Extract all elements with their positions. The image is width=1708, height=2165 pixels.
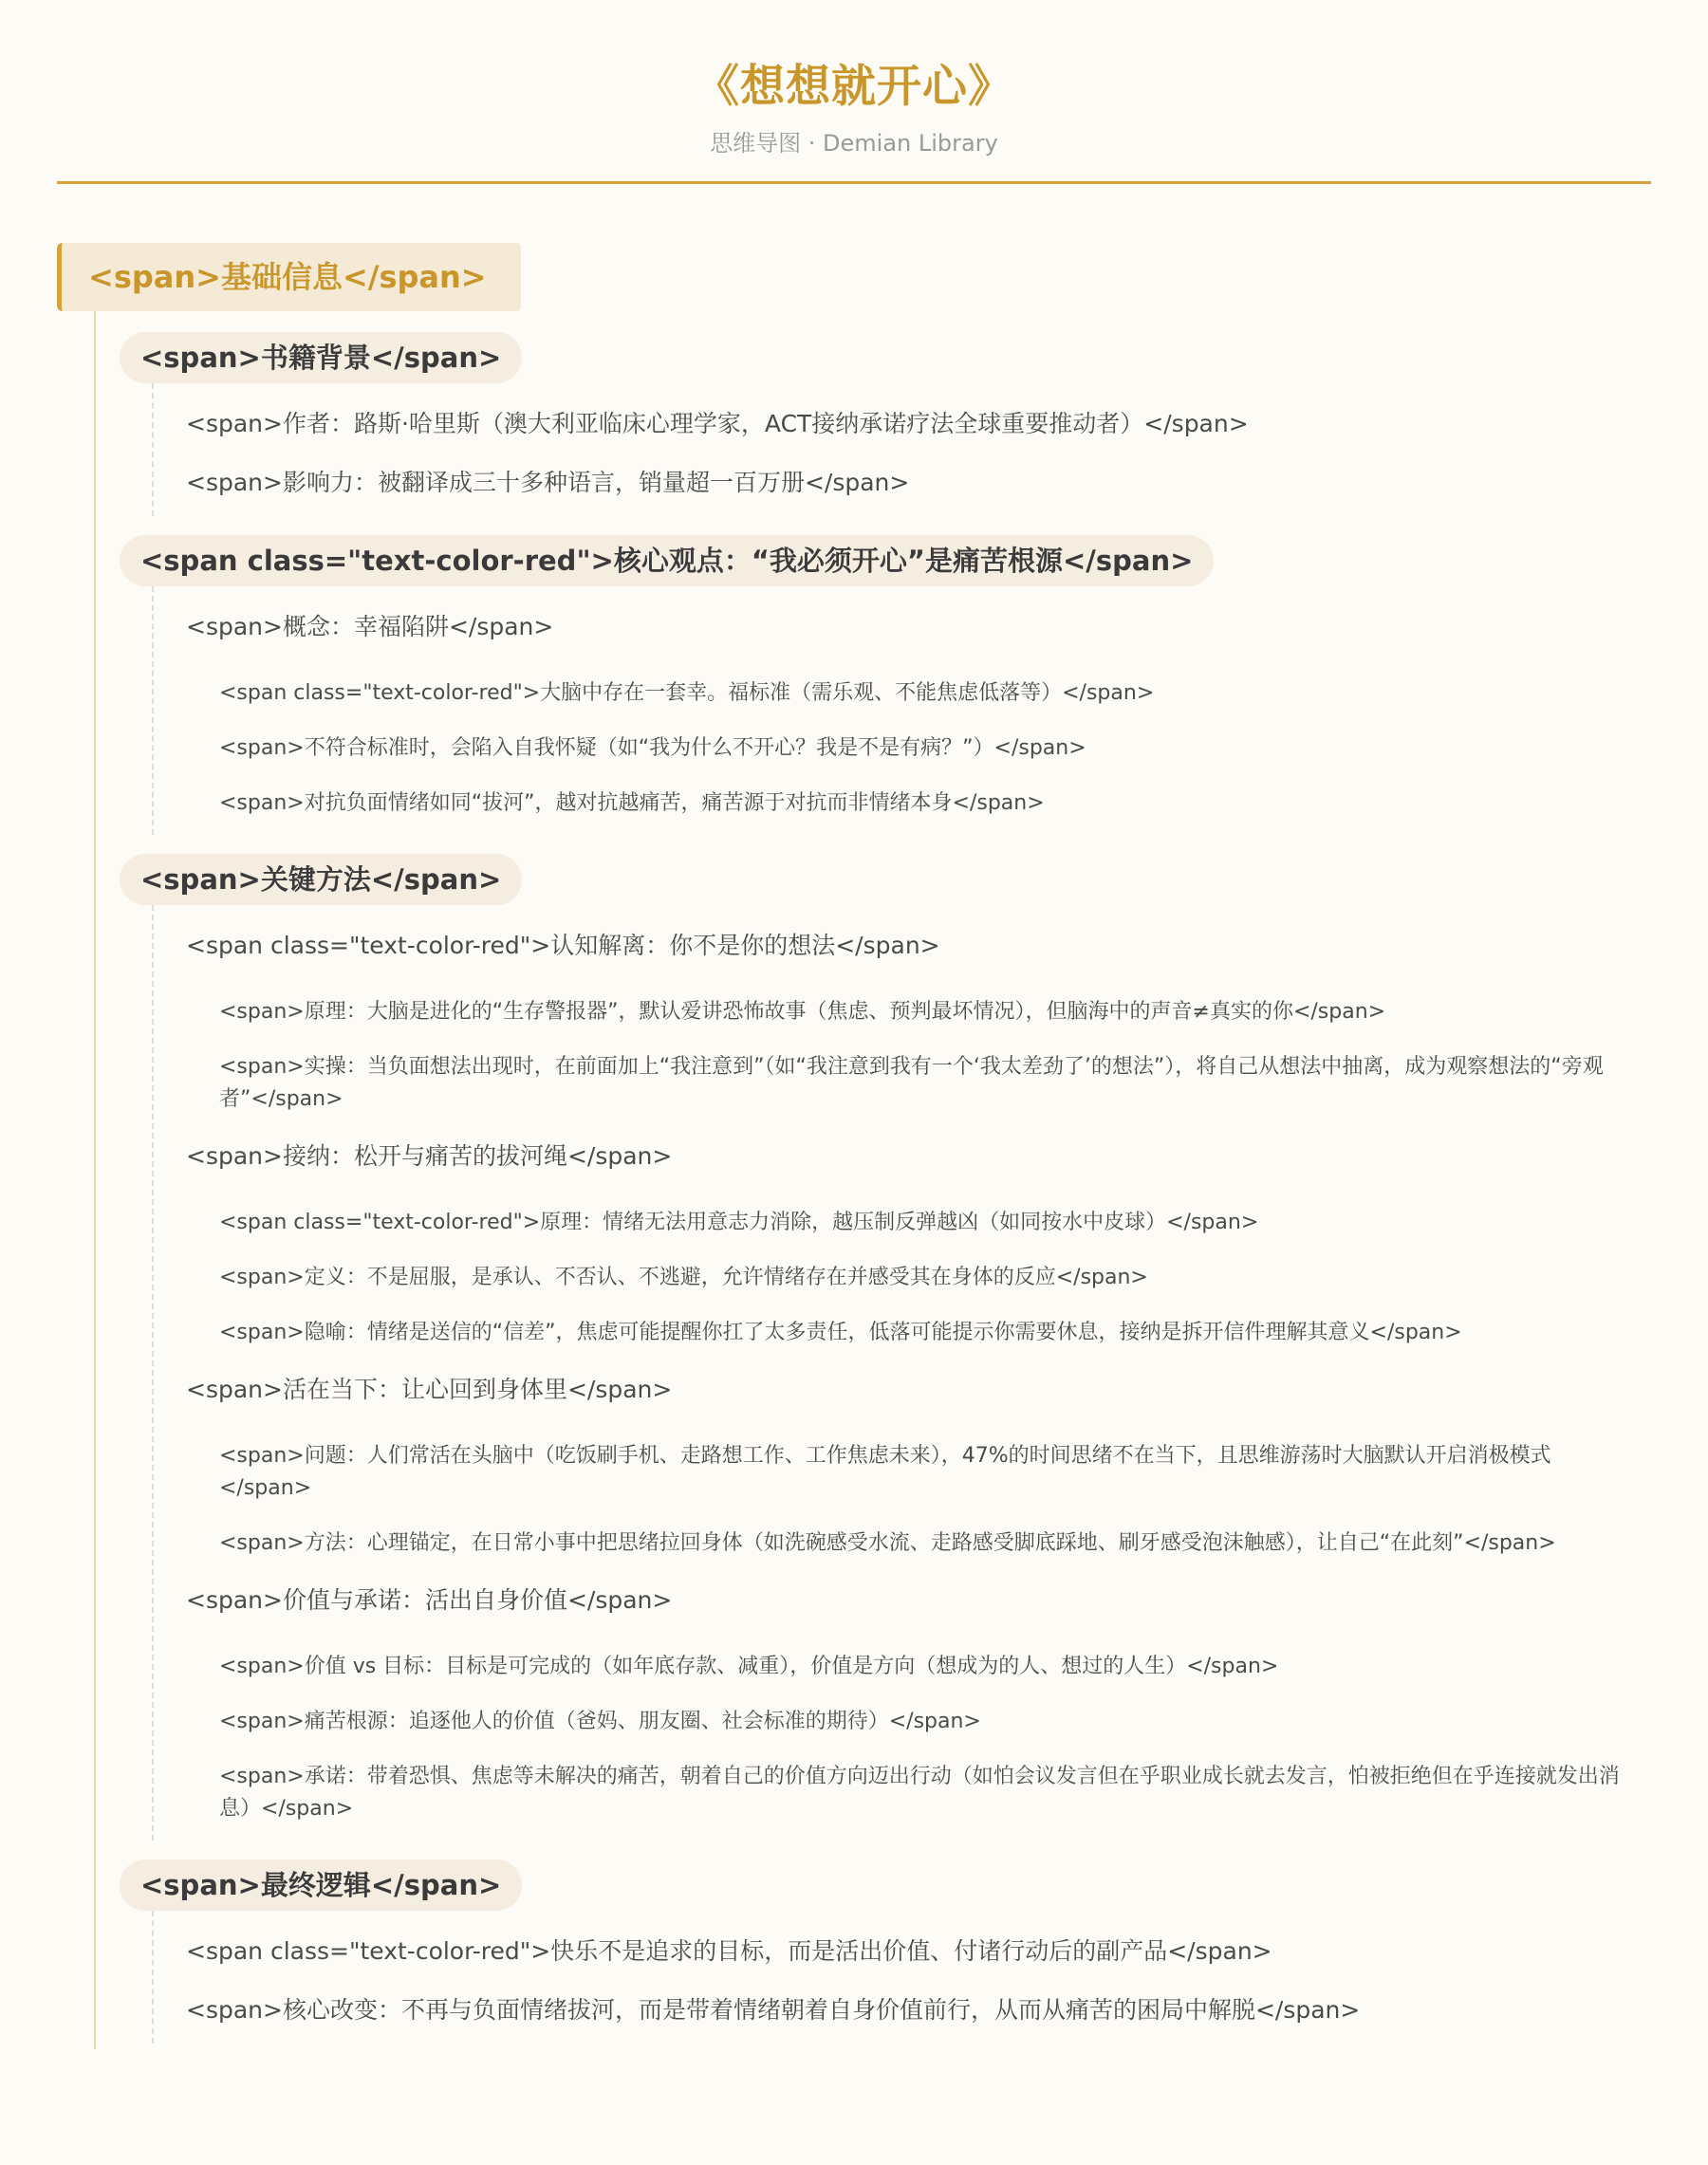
root-children [94, 311, 1651, 2049]
subtopic-list [186, 985, 1651, 1127]
mindmap-tree [57, 243, 1651, 2049]
branch-node: <span>最终逻辑</span> [120, 1860, 522, 1911]
branch-children [152, 383, 1651, 516]
branch-node: <span>关键方法</span> [120, 854, 522, 905]
page-header [0, 0, 1708, 159]
topic-node: <span>概念：幸福陷阱</span> [186, 613, 554, 640]
topic-node: <span>核心改变：不再与负面情绪拔河，而是带着情绪朝着自身价值前行，从而从痛苦的困局中解脱</span> [186, 1996, 1361, 2024]
subtopic-node: <span class="text-color-red">原理：情绪无法用意志力消除，越压制反弹越凶（如同按水中皮球）</span> [219, 1211, 1259, 1234]
topic-node: <span class="text-color-red">认知解离：你不是你的想法</span> [186, 932, 940, 959]
subtopic-list [186, 1429, 1651, 1571]
subtopic-node: <span>价值 vs 目标：目标是可完成的（如年底存款、减重），价值是方向（想成为的人、想过的人生）</span> [219, 1655, 1279, 1678]
branch-children [152, 1911, 1651, 2044]
root-node: <span>基础信息</span> [57, 243, 521, 311]
branch-children [152, 586, 1651, 835]
topic-node: <span>作者：路斯·哈里斯（澳大利亚临床心理学家，ACT接纳承诺疗法全球重要推动者）</span> [186, 410, 1249, 437]
subtopic-node: <span>承诺：带着恐惧、焦虑等未解决的痛苦，朝着自己的价值方向迈出行动（如怕会议发言但在乎职业成长就去发言，怕被拒绝但在乎连接就发出消息）</span> [219, 1765, 1620, 1821]
page-title: 《想想就开心》 [695, 61, 1013, 113]
subtopic-list [186, 1195, 1651, 1360]
topic-node: <span>接纳：松开与痛苦的拔河绳</span> [186, 1142, 673, 1170]
subtopic-node: <span>不符合标准时，会陷入自我怀疑（如“我为什么不开心？我是不是有病？”）</span> [219, 736, 1086, 760]
subtopic-node: <span>实操：当负面想法出现时，在前面加上“我注意到”（如“我注意到我有一个‘我太差劲了’的想法”），将自己从想法中抽离，成为观察想法的“旁观者”</span> [219, 1055, 1604, 1111]
subtopic-node: <span class="text-color-red">大脑中存在一套幸。福标准（需乐观、不能焦虑低落等）</span> [219, 681, 1155, 705]
topic-node: <span>价值与承诺：活出自身价值</span> [186, 1586, 673, 1614]
branch-children [152, 905, 1651, 1841]
topic-node: <span>影响力：被翻译成三十多种语言，销量超一百万册</span> [186, 469, 910, 496]
topic-node: <span>活在当下：让心回到身体里</span> [186, 1376, 673, 1403]
subtopic-node: <span>方法：心理锚定，在日常小事中把思绪拉回身体（如洗碗感受水流、走路感受脚底踩地、刷牙感受泡沫触感），让自己“在此刻”</span> [219, 1531, 1556, 1555]
subtopic-node: <span>原理：大脑是进化的“生存警报器”，默认爱讲恐怖故事（焦虑、预判最坏情况），但脑海中的声音≠真实的你</span> [219, 1000, 1386, 1024]
subtopic-list [186, 1639, 1651, 1837]
mindmap-branch [120, 535, 1651, 835]
mindmap-branch [120, 1860, 1651, 2044]
header-divider [57, 181, 1651, 184]
subtopic-node: <span>痛苦根源：追逐他人的价值（爸妈、朋友圈、社会标准的期待）</span> [219, 1710, 981, 1733]
mindmap-branch [120, 332, 1651, 516]
topic-node: <span class="text-color-red">快乐不是追求的目标，而是活出价值、付诸行动后的副产品</span> [186, 1937, 1272, 1965]
subtopic-node: <span>对抗负面情绪如同“拔河”，越对抗越痛苦，痛苦源于对抗而非情绪本身</span> [219, 791, 1045, 815]
subtopic-node: <span>定义：不是屈服，是承认、不否认、不逃避，允许情绪存在并感受其在身体的反应</span> [219, 1266, 1148, 1289]
subtopic-list [186, 666, 1651, 831]
branch-node: <span class="text-color-red">核心观点：“我必须开心”是痛苦根源</span> [120, 535, 1214, 586]
page-subtitle: 思维导图 · Demian Library [710, 130, 998, 157]
subtopic-node: <span>隐喻：情绪是送信的“信差”，焦虑可能提醒你扛了太多责任，低落可能提示你需要休息，接纳是拆开信件理解其意义</span> [219, 1321, 1462, 1344]
subtopic-node: <span>问题：人们常活在头脑中（吃饭刷手机、走路想工作、工作焦虑未来），47%的时间思绪不在当下，且思维游荡时大脑默认开启消极模式</span> [219, 1444, 1551, 1500]
branch-node: <span>书籍背景</span> [120, 332, 522, 383]
mindmap-branch [120, 854, 1651, 1841]
